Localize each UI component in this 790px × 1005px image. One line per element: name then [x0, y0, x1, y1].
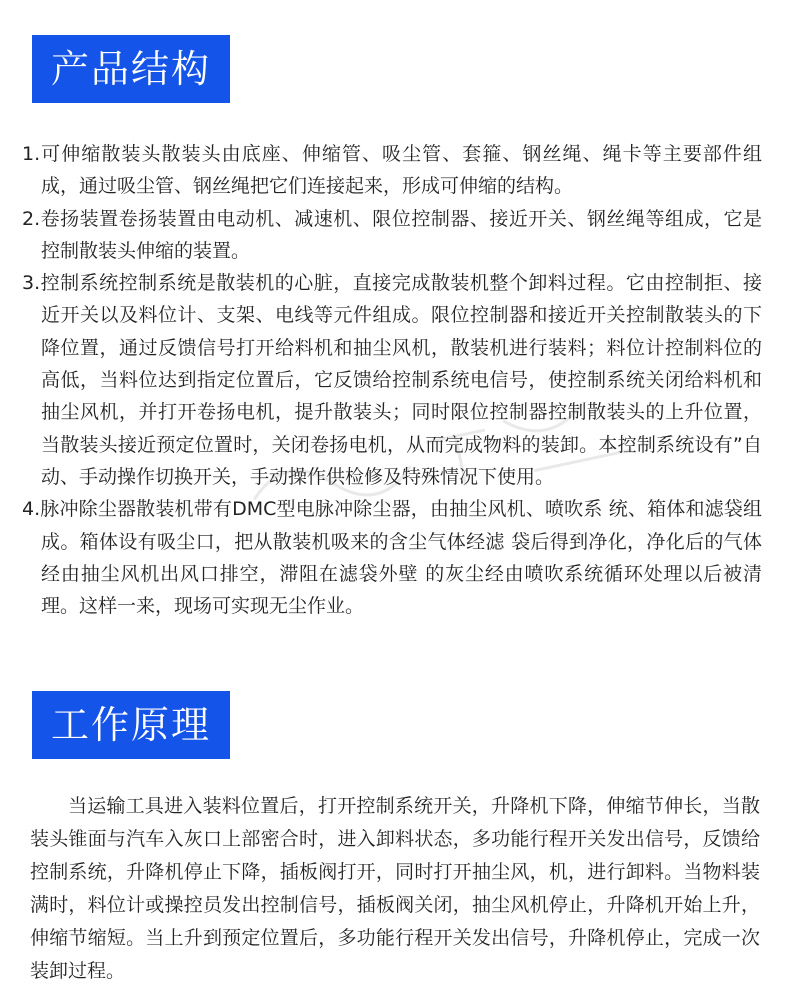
- section-title-principle: 工作原理: [32, 691, 230, 759]
- list-item: 3.控制系统控制系统是散装机的心脏，直接完成散装机整个卸料过程。它由控制拒、接近开关以及料位计、支架、电线等元件组成。限位控制器和接近开关控制散装头的下降位置，通过反馈信号打开给料机和抽尘风机，散装机进行装料；料位计控制料位的高低，当料位达到指定位置后，它反馈给控制系统电信号，使控制系统关闭给料机和抽尘风机，并打开卷扬电机，提升散装头；同时限位控制器控制散装头的上升位置，当散装头接近预定位置时，关闭卷扬电机，从而完成物料的装卸。本控制系统设有”自动、手动操作切换开关，手动操作供检修及特殊情况下使用。: [22, 272, 762, 488]
- list-item: 2.卷扬装置卷扬装置由电动机、减速机、限位控制器、接近开关、钢丝绳等组成，它是控制散装头伸缩的装置。: [22, 207, 762, 262]
- principle-paragraph: 当运输工具进入装料位置后，打开控制系统开关，升降机下降，伸缩节伸长，当散装头锥面与汽车入灰口上部密合时，进入卸料状态，多功能行程开关发出信号，反馈给控制系统，升降机停止下降，插板阀打开，同时打开抽尘风，机，进行卸料。当物料装满时，料位计或操控员发出控制信号，插板阀关闭，抽尘风机停止，升降机开始上升，伸缩节缩短。当上升到预定位置后，多功能行程开关发出信号，升降机停止，完成一次装卸过程。: [30, 795, 760, 982]
- structure-list: [22, 138, 762, 622]
- list-item: 1.可伸缩散装头散装头由底座、伸缩管、吸尘管、套箍、钢丝绳、绳卡等主要部件组成，通过吸尘管、钢丝绳把它们连接起来，形成可伸缩的结构。: [22, 143, 762, 198]
- section-title-structure: 产品结构: [32, 35, 230, 103]
- list-item: 4.脉冲除尘器散装机带有DMC型电脉冲除尘器，由抽尘风机、喷吹系 统、箱体和滤袋组成。箱体设有吸尘口，把从散装机吸来的含尘气体经滤 袋后得到净化，净化后的气体经由抽尘风机出风口排空，滞阻在滤袋外壁 的灰尘经由喷吹系统循环处理以后被清理。这样一来，现场可实现无尘作业。: [22, 498, 762, 618]
